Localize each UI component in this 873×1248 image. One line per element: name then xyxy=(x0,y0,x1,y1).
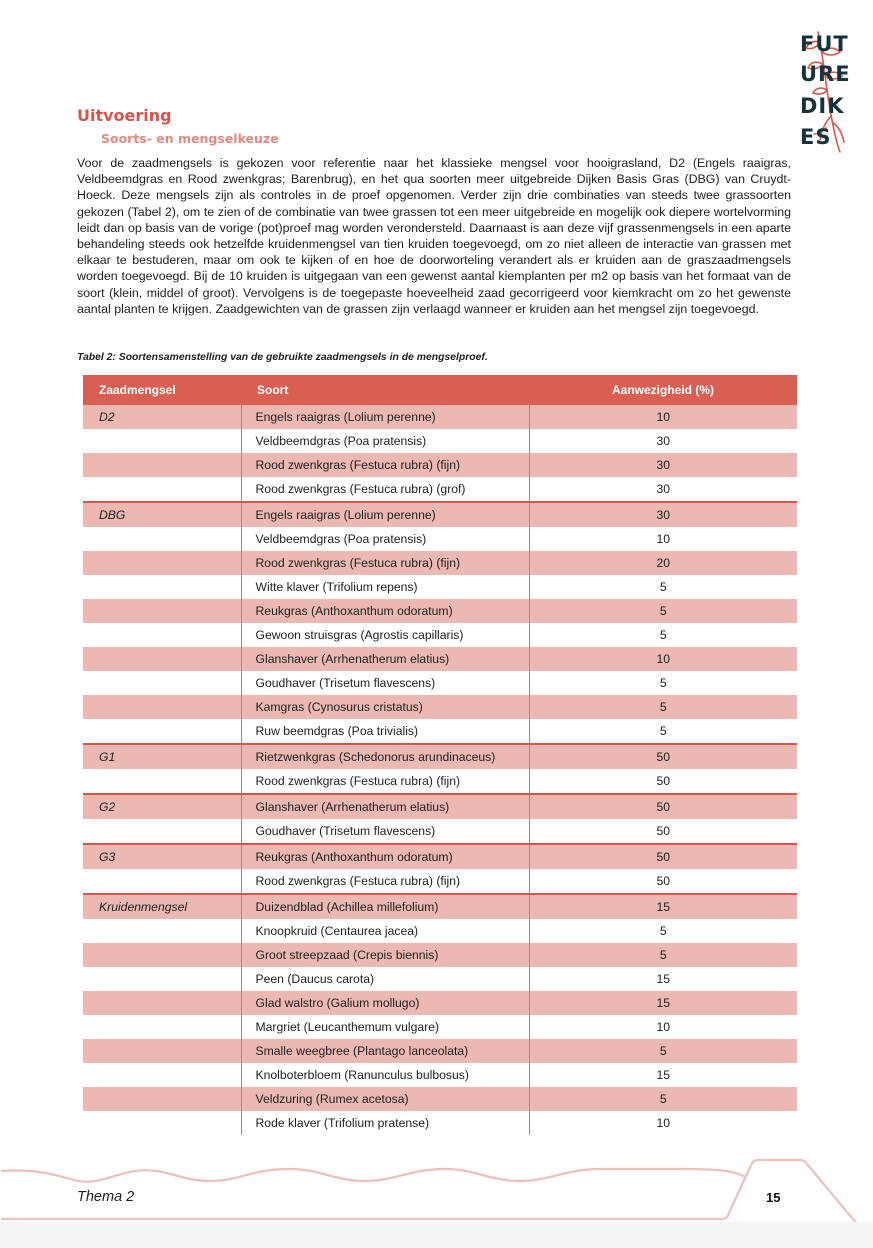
mix-cell: G3 xyxy=(83,844,241,869)
percentage-cell: 5 xyxy=(529,1087,797,1111)
percentage-cell: 5 xyxy=(659,580,667,594)
percentage-cell: 50 xyxy=(656,824,671,838)
mix-cell xyxy=(83,919,241,943)
species-cell: Knolboterbloem (Ranunculus bulbosus) xyxy=(241,1063,529,1087)
table-row xyxy=(83,1015,797,1039)
subsection-title: Soorts- en mengselkeuze xyxy=(101,131,279,146)
species-cell: Ruw beemdgras (Poa trivialis) xyxy=(241,719,529,744)
mix-cell xyxy=(83,623,241,647)
mix-cell xyxy=(83,1087,241,1111)
logo-line-2: URE xyxy=(800,62,851,86)
percentage-cell: 5 xyxy=(659,924,667,938)
mix-cell xyxy=(83,477,241,502)
species-cell: Veldzuring (Rumex acetosa) xyxy=(241,1087,529,1111)
mix-cell xyxy=(83,599,241,623)
species-cell: Witte klaver (Trifolium repens) xyxy=(241,575,529,599)
species-cell: Goudhaver (Trisetum flavescens) xyxy=(241,819,529,844)
header-soort: Soort xyxy=(241,375,529,405)
table-row xyxy=(83,695,797,719)
body-paragraph: Voor de zaadmengsels is gekozen voor referentie naar het klassieke mengsel voor hooigrasland, D2 (Engels raaigras, Veldbeemdgras en Rood zwenkgras; Barenbrug), en het qua soorten meer uitgebreide Dijken Basis Gras (DBG) van Cruydt-Hoeck. Deze mengsels zijn als controles in de proef opgenomen. Verder zijn drie combinaties van steeds twee grassoorten gekozen (Tabel 2), om te zien of de combinatie van twee grassen tot een meer uitgebreide en mogelijk ook diepere wortelvorming leidt dan op basis van de vorige (pot)proef mag worden verondersteld. Daarnaast is aan deze vijf grassenmengsels in een aparte behandeling steeds ook hetzelfde kruidenmengsel van tien kruiden toegevoegd, om zo niet alleen de interactie van grassen met elkaar te bestuderen, maar om ook te kijken of en hoe de doorworteling verandert als er kruiden aan de graszaadmengsels worden toegevoegd. Bij de 10 kruiden is uitgegaan van een gewenst aantal kiemplanten per m2 op basis van het formaat van de soort (klein, middel of groot). Vervolgens is de toegepaste hoeveelheid zaad gecorrigeerd voor kiemkracht om zo het gewenste aantal planten te krijgen. Zaadgewichten van de grassen zijn verlaagd wanneer er kruiden aan het mengsel zijn toegevoegd. xyxy=(77,156,791,316)
species-cell: Rood zwenkgras (Festuca rubra) (fijn) xyxy=(241,869,529,894)
logo-line-3: DIK xyxy=(800,94,845,118)
percentage-cell: 30 xyxy=(656,482,671,496)
future-dikes-logo xyxy=(796,30,856,155)
species-cell: Duizendblad (Achillea millefolium) xyxy=(241,894,529,919)
table-row xyxy=(83,527,797,551)
table-row xyxy=(83,869,797,894)
section-title: Uitvoering xyxy=(77,106,172,125)
table-row xyxy=(83,794,797,819)
percentage-cell: 5 xyxy=(529,695,797,719)
page-number: 15 xyxy=(766,1190,781,1205)
species-cell: Glad walstro (Galium mollugo) xyxy=(241,991,529,1015)
percentage-cell: 30 xyxy=(656,434,671,448)
mix-cell: Kruidenmengsel xyxy=(83,894,241,919)
mix-cell xyxy=(83,769,241,794)
percentage-cell: 15 xyxy=(529,991,797,1015)
percentage-cell: 10 xyxy=(656,1020,671,1034)
mix-cell xyxy=(83,1063,241,1087)
table-row xyxy=(83,819,797,844)
page-bottom-margin xyxy=(0,1222,873,1248)
table-row xyxy=(83,429,797,453)
table-row xyxy=(83,453,797,477)
table-body xyxy=(83,405,797,1135)
species-cell: Rood zwenkgras (Festuca rubra) (fijn) xyxy=(241,453,529,477)
species-cell: Glanshaver (Arrhenatherum elatius) xyxy=(241,647,529,671)
species-cell: Margriet (Leucanthemum vulgare) xyxy=(241,1015,529,1039)
species-cell: Rood zwenkgras (Festuca rubra) (grof) xyxy=(241,477,529,502)
percentage-cell: 15 xyxy=(656,972,671,986)
mix-cell xyxy=(83,967,241,991)
mix-cell xyxy=(83,453,241,477)
mix-cell xyxy=(83,719,241,744)
species-cell: Smalle weegbree (Plantago lanceolata) xyxy=(241,1039,529,1063)
table-row xyxy=(83,477,797,502)
mix-cell xyxy=(83,647,241,671)
species-cell: Groot streepzaad (Crepis biennis) xyxy=(241,943,529,967)
table-row xyxy=(83,1111,797,1135)
species-cell: Rood zwenkgras (Festuca rubra) (fijn) xyxy=(241,551,529,575)
mix-cell xyxy=(83,671,241,695)
species-cell: Reukgras (Anthoxanthum odoratum) xyxy=(241,844,529,869)
percentage-cell: 5 xyxy=(529,943,797,967)
percentage-cell: 15 xyxy=(529,894,797,919)
mix-cell xyxy=(83,527,241,551)
percentage-cell: 50 xyxy=(656,874,671,888)
percentage-cell: 10 xyxy=(656,532,671,546)
species-cell: Knoopkruid (Centaurea jacea) xyxy=(241,919,529,943)
table-row xyxy=(83,844,797,869)
percentage-cell: 50 xyxy=(529,744,797,769)
table-row xyxy=(83,502,797,527)
table-row xyxy=(83,894,797,919)
percentage-cell: 5 xyxy=(529,599,797,623)
percentage-cell: 30 xyxy=(529,502,797,527)
table-row xyxy=(83,575,797,599)
species-cell: Rietzwenkgras (Schedonorus arundinaceus) xyxy=(241,744,529,769)
percentage-cell: 10 xyxy=(529,405,797,429)
percentage-cell: 5 xyxy=(659,724,667,738)
table-row xyxy=(83,405,797,429)
percentage-cell: 5 xyxy=(659,628,667,642)
percentage-cell: 50 xyxy=(529,794,797,819)
species-cell: Veldbeemdgras (Poa pratensis) xyxy=(241,429,529,453)
species-cell: Rode klaver (Trifolium pratense) xyxy=(241,1111,529,1135)
table-row xyxy=(83,599,797,623)
percentage-cell: 5 xyxy=(529,1039,797,1063)
mix-cell: D2 xyxy=(83,405,241,429)
table-caption: Tabel 2: Soortensamenstelling van de gebruikte zaadmengsels in de mengselproef. xyxy=(77,352,488,363)
logo-line-4: ES xyxy=(800,125,832,149)
table-row xyxy=(83,719,797,744)
percentage-cell: 5 xyxy=(659,676,667,690)
species-cell: Rood zwenkgras (Festuca rubra) (fijn) xyxy=(241,769,529,794)
percentage-cell: 10 xyxy=(656,1116,671,1130)
percentage-cell: 20 xyxy=(529,551,797,575)
table-row xyxy=(83,1063,797,1087)
percentage-cell: 50 xyxy=(656,774,671,788)
percentage-cell: 15 xyxy=(656,1068,671,1082)
mix-cell xyxy=(83,429,241,453)
percentage-cell: 50 xyxy=(529,844,797,869)
table-row xyxy=(83,943,797,967)
species-cell: Veldbeemdgras (Poa pratensis) xyxy=(241,527,529,551)
mix-cell xyxy=(83,1111,241,1135)
footer-theme-label: Thema 2 xyxy=(77,1189,135,1205)
mix-cell xyxy=(83,575,241,599)
mix-cell xyxy=(83,551,241,575)
mix-cell xyxy=(83,819,241,844)
mix-cell: G1 xyxy=(83,744,241,769)
species-cell: Glanshaver (Arrhenatherum elatius) xyxy=(241,794,529,819)
table-row xyxy=(83,919,797,943)
percentage-cell: 30 xyxy=(529,453,797,477)
percentage-cell: 10 xyxy=(529,647,797,671)
mix-cell xyxy=(83,1039,241,1063)
table-row xyxy=(83,967,797,991)
table-row xyxy=(83,551,797,575)
mix-cell: G2 xyxy=(83,794,241,819)
mix-cell xyxy=(83,695,241,719)
table-row xyxy=(83,647,797,671)
species-cell: Reukgras (Anthoxanthum odoratum) xyxy=(241,599,529,623)
logo-line-1: FUT xyxy=(800,32,849,56)
table-row xyxy=(83,623,797,647)
mix-cell xyxy=(83,991,241,1015)
header-zaadmengsel: Zaadmengsel xyxy=(83,375,241,405)
mix-cell: DBG xyxy=(83,502,241,527)
mix-cell xyxy=(83,1015,241,1039)
table-row xyxy=(83,1087,797,1111)
header-aanwezigheid: Aanwezigheid (%) xyxy=(529,375,797,405)
species-cell: Gewoon struisgras (Agrostis capillaris) xyxy=(241,623,529,647)
species-cell: Goudhaver (Trisetum flavescens) xyxy=(241,671,529,695)
species-composition-table xyxy=(83,375,797,1135)
species-cell: Engels raaigras (Lolium perenne) xyxy=(241,405,529,429)
table-row xyxy=(83,769,797,794)
species-cell: Engels raaigras (Lolium perenne) xyxy=(241,502,529,527)
table-row xyxy=(83,1039,797,1063)
table-row xyxy=(83,744,797,769)
table-row xyxy=(83,991,797,1015)
mix-cell xyxy=(83,943,241,967)
species-cell: Peen (Daucus carota) xyxy=(241,967,529,991)
mix-cell xyxy=(83,869,241,894)
species-cell: Kamgras (Cynosurus cristatus) xyxy=(241,695,529,719)
table-header-row xyxy=(83,375,797,405)
table-row xyxy=(83,671,797,695)
